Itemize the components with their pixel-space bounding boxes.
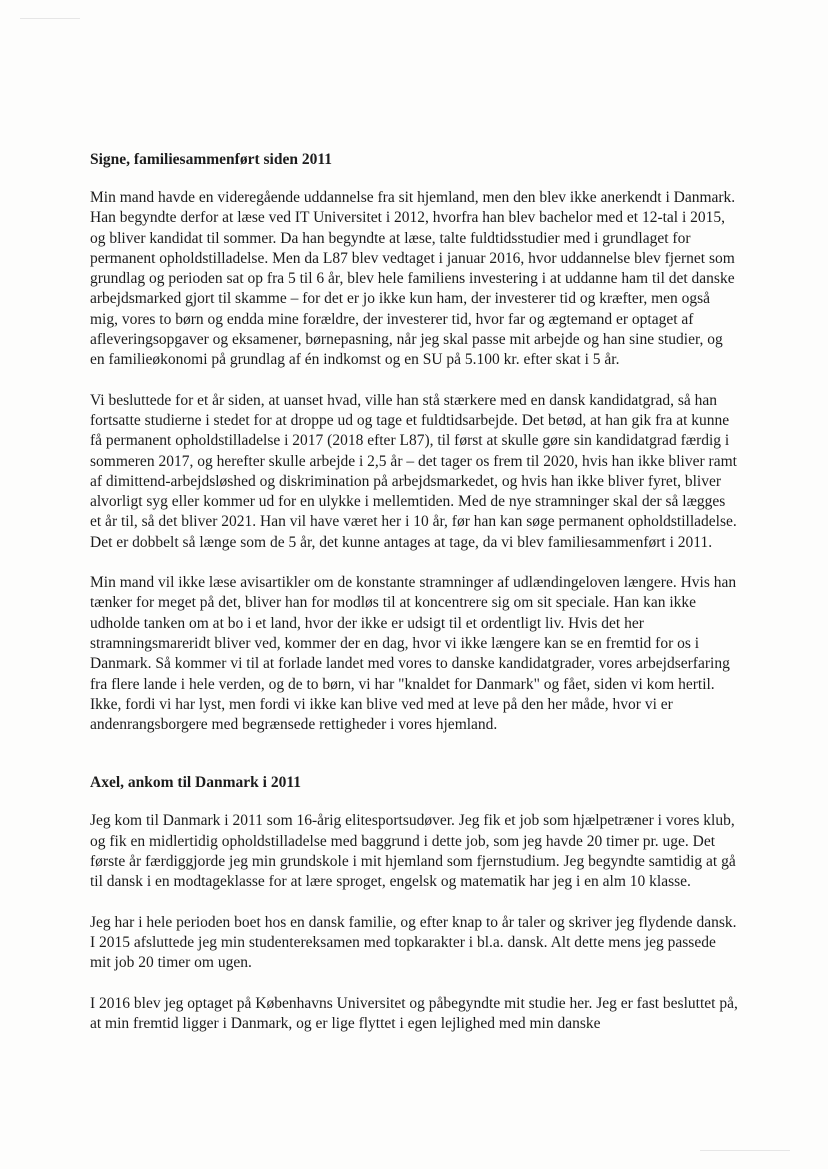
paragraph: Jeg har i hele perioden boet hos en dansk familie, og efter knap to år taler og skriver jeg flydende dansk. I 2015 afsluttede jeg min studentereksamen med topkarakter i bl.a. dansk. Alt dette mens jeg passede mit job 20 timer om ugen. (90, 913, 737, 972)
scan-artifact (20, 18, 80, 19)
paragraph: Vi besluttede for et år siden, at uanset hvad, ville han stå stærkere med en dansk kandidatgrad, så han fortsatte studierne i stedet for at droppe ud og tage et fuldtidsarbejde. Det betød, at han gik fra at kunne få permanent opholdstilladelse i 2017 (2018 efter L87), til først at skulle gøre sin kandidatgrad færdig i sommeren 2017, og herefter skulle arbejde i 2,5 år – det tager os frem til 2020, hvis han ikke bliver ramt af dimittend-arbejdsløshed og diskrimination på arbejdsmarkedet, og hvis han ikke bliver fyret, bliver alvorligt syg eller kommer ud for en ulykke i mellemtiden. Med de nye stramninger skal der så lægges et år til, så det bliver 2021. Han vil have været her i 10 år, før han kan søge permanent opholdstilladelse. Det er dobbelt så længe som de 5 år, det kunne antages at tage, da vi blev familiesammenført i 2011. (90, 391, 737, 551)
scan-artifact (700, 1150, 790, 1151)
section-signe (90, 150, 738, 735)
document-body (90, 150, 738, 1034)
paragraph: Min mand havde en videregående uddannelse fra sit hjemland, men den blev ikke anerkendt i Danmark. Han begyndte derfor at læse ved IT Universitet i 2012, hvorfra han blev bachelor med et 12-tal i 2015, og bliver kandidat til sommer. Da han begyndte at læse, talte fuldtidsstudier med i grundlaget for permanent opholdstilladelse. Men da L87 blev vedtaget i januar 2016, hvor uddannelse blev fjernet som grundlag og perioden sat op fra 5 til 6 år, blev hele familiens investering i at uddanne ham til det danske arbejdsmarked gjort til skamme – for det er jo ikke kun ham, der investerer tid og kræfter, men også mig, vores to børn og endda mine forældre, der investerer tid, hvor far og ægtemand er optaget af afleveringsopgaver og eksamener, børnepasning, når jeg skal passe mit arbejde og han sine studier, og en familieøkonomi på grundlag af én indkomst og en SU på 5.100 kr. efter skat i 5 år. (90, 189, 736, 369)
paragraph: Jeg kom til Danmark i 2011 som 16-årig elitesportsudøver. Jeg fik et job som hjælpetræner i vores klub, og fik en midlertidig opholdstilladelse med baggrund i dette job, som jeg havde 20 timer pr. uge. Det første år færdiggjorde jeg min grundskole i mit hjemland som fjernstudium. Jeg begyndte samtidig at gå til dansk i en modtageklasse for at lære sproget, engelsk og matematik har jeg i en alm 10 klasse. (90, 812, 736, 891)
paragraph: I 2016 blev jeg optaget på Københavns Universitet og påbegyndte mit studie her. Jeg er fast besluttet på, at min fremtid ligger i Danmark, og er lige flyttet i egen lejlighed med min danske (90, 994, 738, 1032)
section-title: Signe, familiesammenført siden 2011 (90, 151, 332, 168)
paragraph: Min mand vil ikke læse avisartikler om de konstante stramninger af udlændingeloven længere. Hvis han tænker for meget på det, bliver han for modløs til at koncentrere sig om sit speciale. Han kan ikke udholde tanken om at bo i et land, hvor der ikke er udsigt til et ordentligt liv. Hvis det her stramningsmareridt bliver ved, kommer der en dag, hvor vi ikke længere kan se en fremtid for os i Danmark. Så kommer vi til at forlade landet med vores to danske kandidatgrader, vores arbejdserfaring fra flere lande i hele verden, og de to børn, vi har "knaldet for Danmark" og fået, siden vi kom hertil. Ikke, fordi vi har lyst, men fordi vi ikke kan blive ved med at leve på den her måde, hvor vi er andenrangsborgere med begrænsede rettigheder i vores hjemland. (90, 574, 737, 734)
section-axel (90, 773, 738, 1034)
section-title: Axel, ankom til Danmark i 2011 (90, 774, 301, 792)
